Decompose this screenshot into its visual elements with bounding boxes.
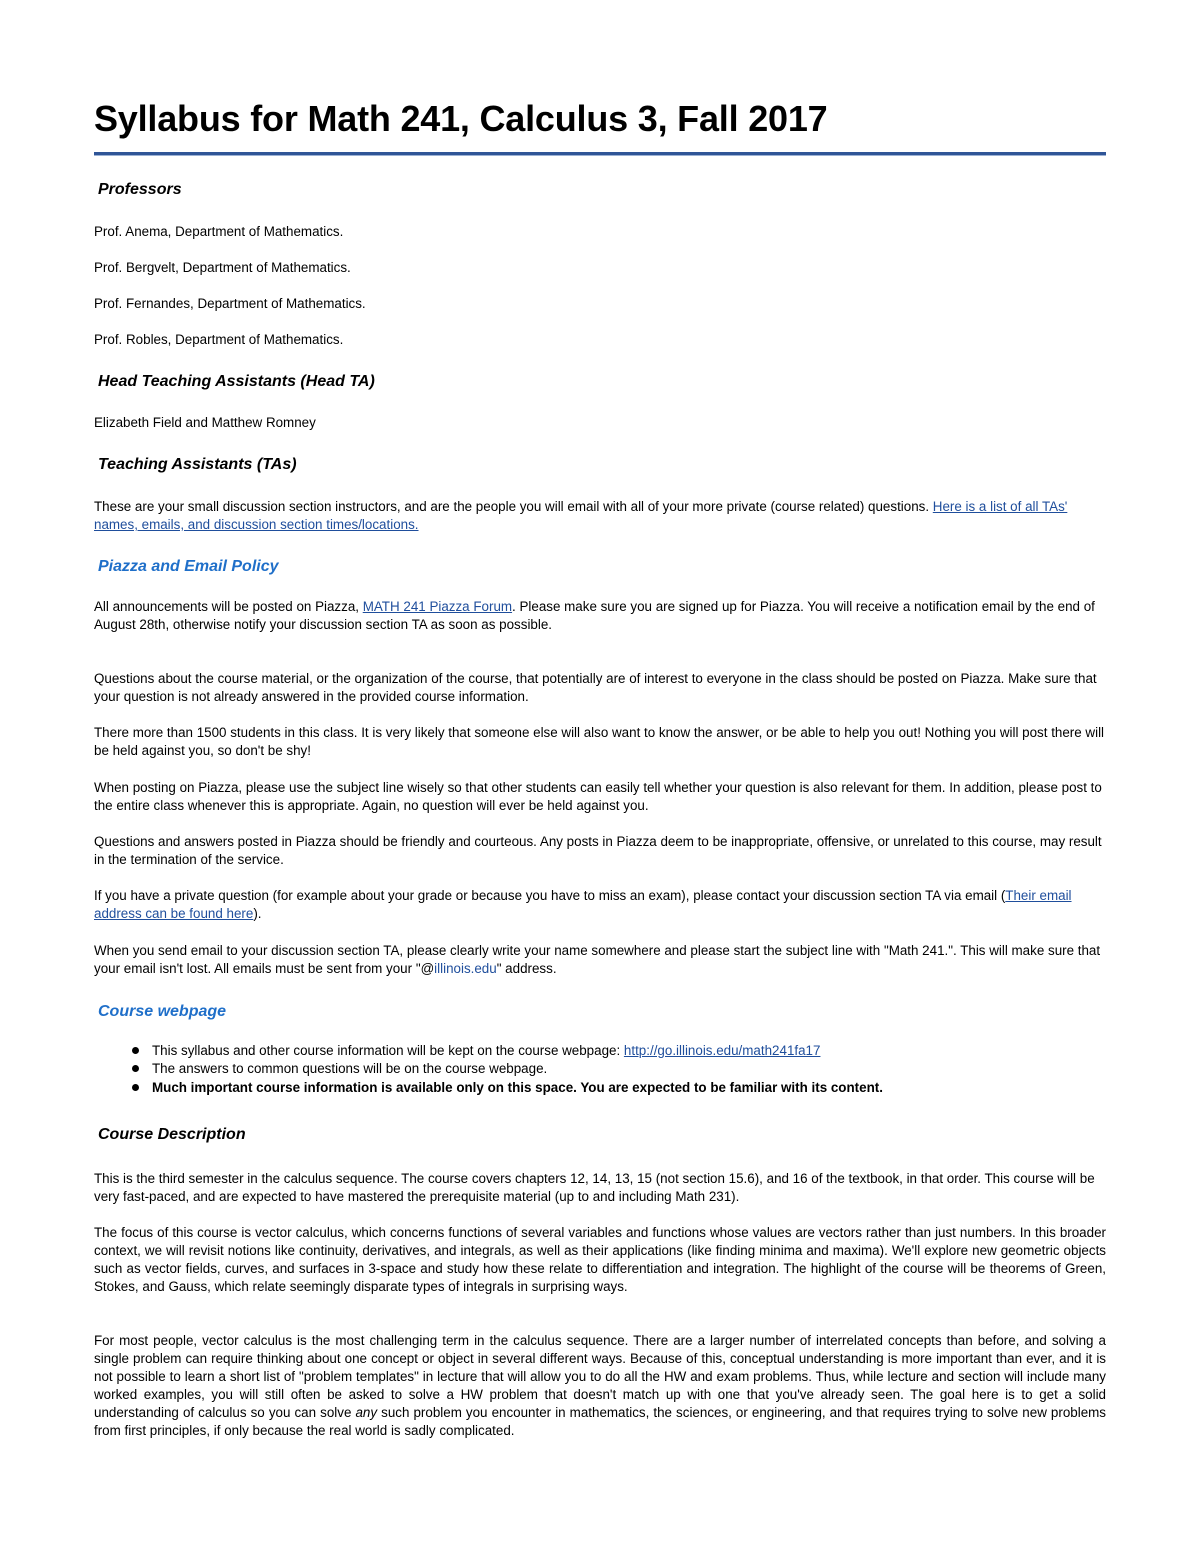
professor-item: Prof. Anema, Department of Mathematics. — [94, 224, 344, 239]
description-paragraph-2: The focus of this course is vector calculus, which concerns functions of several variables and functions whose values are vectors rather than just numbers. In this broader context, we will revisit notions like continuity, derivatives, and integrals, as well as their applications (like finding minima and maxima). We'll explore new geometric objects such as vector fields, curves, and surfaces in 3-space and study how these relate to differentiation and integration. The highlight of the course will be theorems of Green, Stokes, and Gauss, which relate seemingly disparate types of integrals in surprising ways. — [94, 1225, 1106, 1294]
piazza-paragraph-3: There more than 1500 students in this class. It is very likely that someone else will also want to know the answer, or be able to help you out! Nothing you will post there will be held against you, so don't be shy! — [94, 725, 1105, 758]
tas-text: These are your small discussion section instructors, and are the people you will email with all of your more private (course related) questions. — [94, 499, 933, 514]
piazza-paragraph-2: Questions about the course material, or the organization of the course, that potentially are of interest to everyone in the class should be posted on Piazza. Make sure that your question is not already answered in the provided course information. — [94, 671, 1097, 704]
piazza-p7-text: When you send email to your discussion section TA, please clearly write your name somewhere and please start the subject line with "Math 241.". This will make sure that your email isn't lost. All emails must be sent from your "@ — [94, 943, 1101, 976]
bullet-item — [132, 1042, 820, 1060]
bullet-text: This syllabus and other course information will be kept on the course webpage: — [152, 1043, 624, 1058]
piazza-p6-text-end: ). — [253, 906, 262, 921]
description-p3-text-end: such problem you encounter in mathematics, the sciences, or engineering, and that requires trying to solve new problems from first principles, if only because the real world is sadly complicated. — [94, 1405, 1106, 1438]
piazza-heading: Piazza and Email Policy — [98, 558, 279, 575]
email-address-link[interactable]: Their email address can be found here — [94, 888, 1072, 921]
tas-paragraph — [94, 498, 1106, 534]
course-webpage-heading: Course webpage — [98, 1003, 227, 1020]
bullet-text: Much important course information is available only on this space. You are expected to be familiar with its content. — [152, 1080, 883, 1095]
professor-item: Prof. Fernandes, Department of Mathematics. — [94, 296, 366, 311]
piazza-p6-text: If you have a private question (for example about your grade or because you have to miss an exam), please contact your discussion section TA via email ( — [94, 888, 1006, 903]
piazza-p7-text-end: " address. — [496, 961, 557, 976]
bullet-text: The answers to common questions will be on the course webpage. — [152, 1061, 548, 1076]
description-p3-emphasis: any — [355, 1405, 378, 1420]
head-ta-heading: Head Teaching Assistants (Head TA) — [98, 373, 375, 390]
professor-item: Prof. Robles, Department of Mathematics. — [94, 332, 344, 347]
piazza-paragraph-5: Questions and answers posted in Piazza should be friendly and courteous. Any posts in Piazza deem to be inappropriate, offensive, or unrelated to this course, may result in the termination of the service. — [94, 834, 1102, 867]
course-description-heading: Course Description — [98, 1126, 246, 1143]
piazza-paragraph-6 — [94, 887, 1106, 923]
piazza-paragraph-4: When posting on Piazza, please use the subject line wisely so that other students can easily tell whether your question is also relevant for them. In addition, please post to the entire class whenever this is appropriate. Again, no question will ever be held against you. — [94, 780, 1102, 813]
piazza-paragraph-1 — [94, 598, 1106, 634]
bullet-icon — [132, 1065, 139, 1072]
bullet-icon — [132, 1047, 139, 1054]
description-paragraph-1: This is the third semester in the calculus sequence. The course covers chapters 12, 14, 13, 15 (not section 15.6), and 16 of the textbook, in that order. This course will be very fast-paced, and are expected to have mastered the prerequisite material (up to and including Math 231). — [94, 1171, 1095, 1204]
bullet-item — [132, 1060, 547, 1078]
piazza-paragraph-7 — [94, 942, 1106, 978]
piazza-p1-text-end: . Please make sure you are signed up for Piazza. You will receive a notification email by the end of August 28th, otherwise notify your discussion section TA as soon as possible. — [94, 599, 1095, 632]
ta-list-link[interactable]: Here is a list of all TAs' names, emails, and discussion section times/locations. — [94, 499, 1068, 532]
page-title: Syllabus for Math 241, Calculus 3, Fall 2017 — [94, 98, 828, 139]
head-ta-names: Elizabeth Field and Matthew Romney — [94, 415, 316, 430]
description-p3-text: For most people, vector calculus is the most challenging term in the calculus sequence. There are a larger number of interrelated concepts than before, and solving a single problem can require thinking about one concept or object in several different ways. Because of this, conceptual understanding is more important than ever, and it is not possible to learn a short list of "problem templates" in lecture that will allow you to do all the HW and exam problems. Thus, while lecture and section will include many worked examples, you will still often be asked to solve a HW problem that doesn't match up with one that you've already seen. The goal here is to get a solid understanding of calculus so you can solve — [94, 1333, 1106, 1420]
professors-heading: Professors — [98, 181, 182, 198]
professor-item: Prof. Bergvelt, Department of Mathematics. — [94, 260, 351, 275]
bullet-icon — [132, 1084, 139, 1091]
bullet-item — [132, 1079, 883, 1097]
course-webpage-link[interactable]: http://go.illinois.edu/math241fa17 — [623, 1043, 821, 1058]
piazza-p1-text: All announcements will be posted on Piazza, — [94, 599, 363, 614]
title-rule — [94, 152, 1106, 156]
illinois-email-domain: illinois.edu — [434, 961, 497, 976]
piazza-forum-link[interactable]: MATH 241 Piazza Forum — [362, 599, 513, 614]
description-paragraph-3 — [94, 1332, 1106, 1440]
tas-heading: Teaching Assistants (TAs) — [98, 456, 297, 473]
